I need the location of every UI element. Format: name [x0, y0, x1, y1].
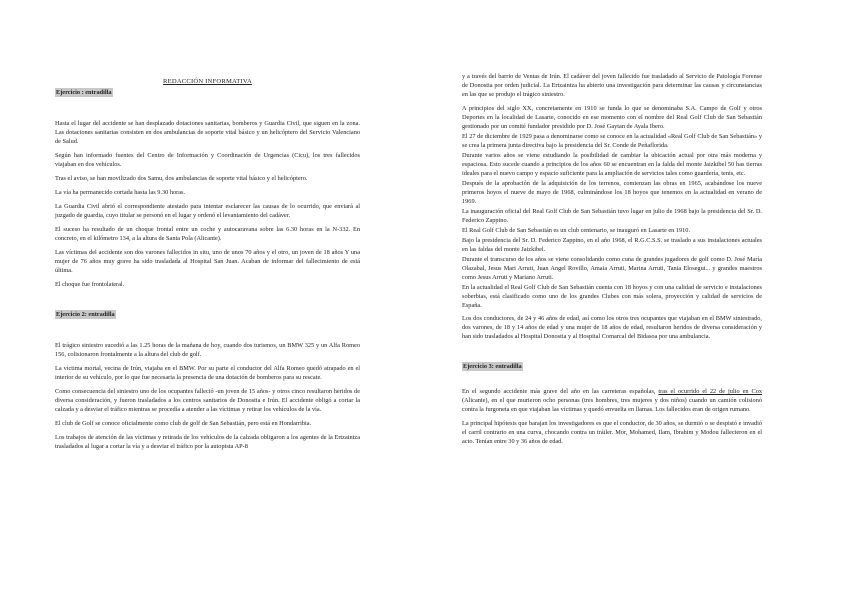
club-paragraph: El Real Golf Club de San Sebastián es un club centenario, se inauguró en Lasarte en 1910.: [462, 227, 691, 234]
ex1-paragraph: Tras el aviso, se han movilizado dos Samu, dos ambulancias de soporte vital básico y el helicóptero.: [55, 175, 308, 182]
ex1-paragraph: El suceso ha resultado de un choque frontal entre un coche y autocaravana sobre las 6.30 horas en la N-332. En concreto, en el kilómetro 134, a la altura de Santa Pola (Alicante).: [55, 226, 360, 242]
club-paragraph: La inauguración oficial del Real Golf Club de San Sebastián tuvo lugar en julio de 1968 bajo la presidencia del Sr. D. Federico Zappino.: [462, 208, 762, 224]
ex3-underlined-text: tras el ocurrido el 22 de julio en Cox: [658, 388, 762, 395]
ex2-paragraph: La víctima mortal, vecina de Irún, viajaba en el BMW. Por su parte el conductor del Alfa Romeo quedó atrapado en el interior de su vehículo, por lo que fue necesaria la presencia de una dotación de bomberos para su rescate.: [55, 365, 360, 381]
page-title: REDACCIÓN INFORMATIVA: [163, 78, 252, 85]
ex2-paragraph: El trágico siniestro sucedió a las 1.25 horas de la mañana de hoy, cuando dos turismos, un BMW 325 y un Alfa Romeo 156, colisionaron frontalmente a la altura del club de golf.: [55, 342, 360, 358]
left-column: [55, 72, 360, 456]
club-paragraph: Durante varios años se viene estudiando la posibilidad de cambiar la ubicación actual por otra más moderna y espaciosa. Esto sucede cuando a principios de los años 60 se encuentran en la falda del monte Jaizkibel 50 has tierras ideales para el nuevo campo y espacio suficiente para la ampliación de servicios tales como guardería, tenis, etc.: [462, 152, 762, 177]
exercise-3-heading: Ejercicio 3: entradilla: [463, 363, 522, 370]
right-column: [462, 72, 762, 451]
exercise-1-heading: Ejercicio : entradilla: [56, 89, 112, 96]
club-paragraph: El 27 de diciembre de 1929 pasa a denominarse como se conoce en la actualidad «Real Golf Club de San Sebastián» y se crea la primera junta directiva bajo la presidencia del Sr. Conde de Peñaflorida.: [462, 133, 762, 149]
club-paragraph: Después de la aprobación de la adquisición de los terrenos, comienzan las obras en 1965, acabándose los nueve primeros hoyos el nueve de mayo de 1968, culminándose los 18 hoyos que tenemos en la actualidad en verano de 1969.: [462, 180, 762, 205]
ex2-paragraph: El club de Golf se conoce oficialmente como club de golf de San Sebastián, pero está en Hondarribia.: [55, 420, 312, 427]
ex3-text: (Alicante), en el que murieron ocho personas (tres hombres, tres mujeres y dos niños) cuando un camión colisionó contra la furgoneta en que viajaban las víctimas y quedó envuelta en llamas. Los fallecidos eran de origen rumano.: [462, 397, 762, 413]
club-paragraph: Durante el transcurso de los años se viene consolidando como cuna de grandes jugadores de golf como D. José María Olazabal, Jesus Mari Arruti, Juan Angel Rovillo, Amaia Arruti, Marina Arruti, Tania Elosegui... y grandes maestros como Jesus Arruti y Mariano Arruti.: [462, 256, 762, 281]
golf-club-notes: [462, 104, 762, 310]
ex2-paragraph: Como consecuencia del siniestro uno de los ocupantes falleció -un joven de 15 años- y otros cinco resultaron heridos de diversa consideración, y fueron trasladados a los centros sanitarios de Donostia e Irún. El accidente obligó a cortar la calzada y a desviar el tráfico mientras se procedía a atender a las víctimas y retirar los vehículos de la vía.: [55, 388, 360, 413]
ex3-paragraph: La principal hipótesis que barajan los investigadores es que el conductor, de 30 años, se durmió o se despistó e invadió el carril contrario en una curva, chocando contra un tráiler. Mor, Mohamed, Ilam, Ibrahim y Modou fallecieron en el acto. Tenían entre 30 y 36 años de edad.: [462, 420, 762, 445]
ex3-paragraph: [462, 387, 762, 414]
ex2-closing-paragraph: Los dos conductores, de 24 y 46 años de edad, así como los otros tres ocupantes que viajaban en el BMW siniestrado, dos varones, de 18 y 14 años de edad y una mujer de 18 años de edad, resultaron heridos de diversa consideración y han sido trasladados al Hospital Donostia y al Hospital Comarcal del Bidasoa por una ambulancia.: [462, 315, 762, 340]
club-paragraph: Bajo la presidencia del Sr. D. Federico Zappino, en el año 1968, el R.G.C.S.S. se traslado a sus instalaciones actuales en las faldas del monte Jaizkibel.: [462, 237, 762, 253]
ex2-continuation: y a través del barrio de Ventas de Irún. El cadáver del joven fallecido fue trasladado al Servicio de Patología Forense de Donostia por orden judicial. La Ertzaintza ha abierto una investigación para determinar las causas y circunstancias en las que se produjo el trágico siniestro.: [462, 73, 762, 98]
exercise-2-heading: Ejercicio 2: entradilla: [56, 311, 115, 318]
ex2-paragraph: Los trabajos de atención de las víctimas y retirada de los vehículos de la calzada obligaron a los agentes de la Ertzaintza trasladados al lugar a cortar la vía y a desviar el tráfico por la autopista AP-8: [55, 434, 360, 450]
ex1-paragraph: Las víctimas del accidente son dos varones fallecidos in situ, uno de unos 70 años y el otro, un joven de 18 años Y una mujer de 76 años muy grave ha sido trasladada al Hospital San Juan. Acaban de informar del fallecimiento de está última.: [55, 249, 360, 274]
ex1-paragraph: Según han informado fuentes del Centro de Información y Coordinación de Urgencias (Cicu), los tres fallecidos viajaban en dos vehículos.: [55, 152, 360, 168]
club-paragraph: A principios del siglo XX, concretamente en 1910 se funda lo que se denominaba S.A. Campo de Golf y otros Deportes en la localidad de Lasarte, conocido en ese momento con el nombre del Real Golf Club de San Sebastián gestionado por un comité fundador presidido por D. José Gaytan de Ayala Ibero.: [462, 105, 762, 130]
ex1-paragraph: El choque fue frontolateral.: [55, 281, 125, 288]
ex1-paragraph: Hasta el lugar del accidente se han desplazado dotaciones sanitarias, bomberos y Guardia Civil, que siguen en la zona. Las dotaciones sanitarias consisten en dos ambulancias de soporte vital básico y un helicóptero del Servicio Valenciano de Salud.: [55, 120, 360, 145]
club-paragraph: En la actualidad el Real Golf Club de San Sebastián cuenta con 18 hoyos y con una calidad de servicio e instalaciones soberbias, está clasificado como uno de los grandes Clubes con más solera, proyección y calidad de servicios de España.: [462, 284, 762, 309]
ex3-text: En el segundo accidente más grave del año en las carreteras españolas,: [462, 388, 659, 395]
ex1-paragraph: La vía ha permanecido cortada hasta las 9.30 horas.: [55, 189, 186, 196]
ex1-paragraph: La Guardia Civil abrió el correspondiente atestado para intentar esclarecer las causas de lo ocurrido, que enviará al juzgado de guardia, cuyo titular se personó en el lugar y ordenó el levantamiento del cadáver.: [55, 203, 360, 219]
